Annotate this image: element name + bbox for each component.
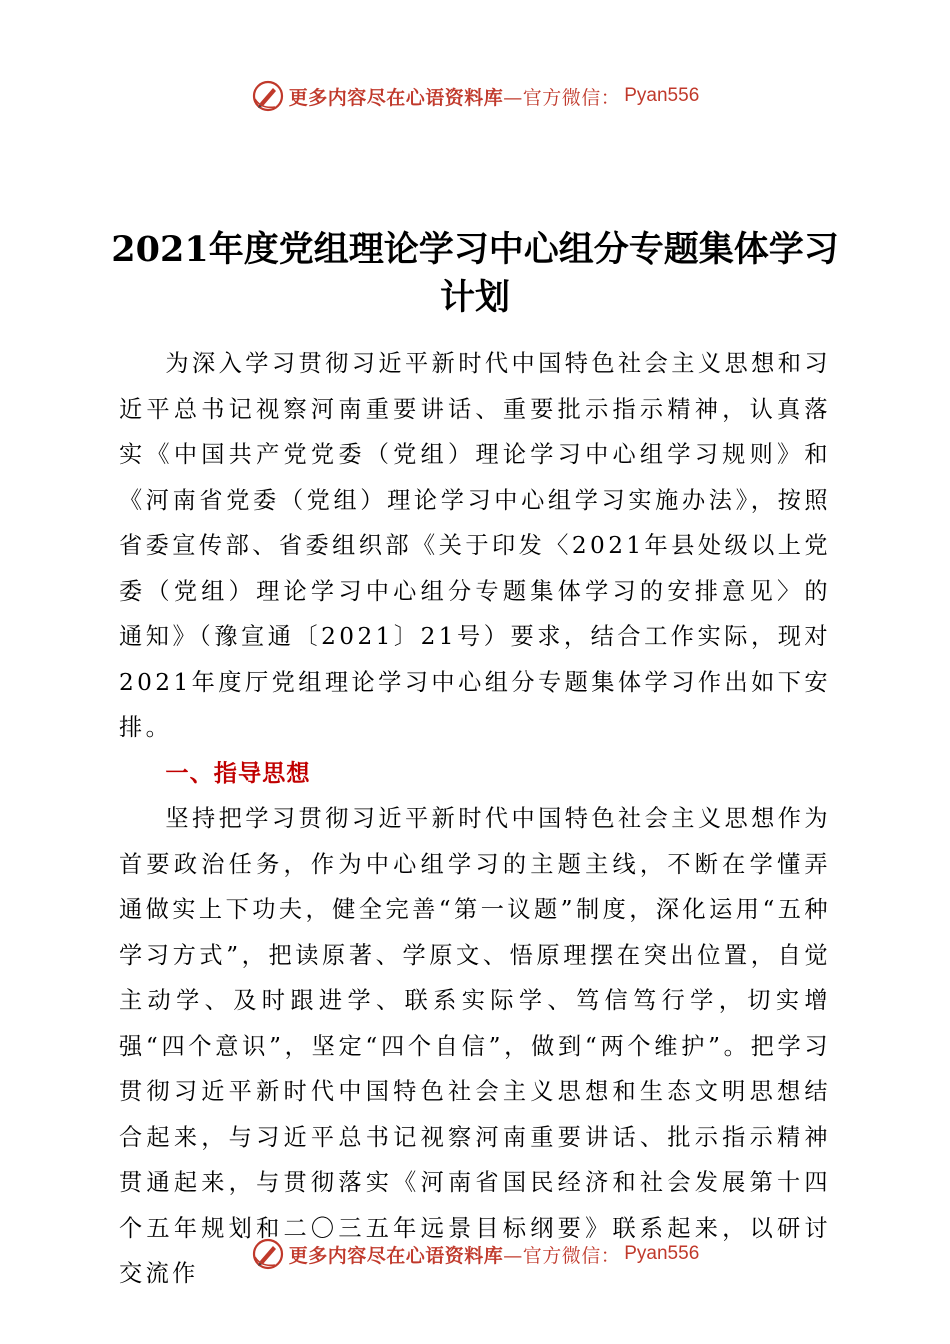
watermark-wechat-label: —官方微信： (503, 86, 621, 109)
section-paragraph: 坚持把学习贯彻习近平新时代中国特色社会主义思想作为首要政治任务，作为中心组学习的主题主线，不断在学懂弄通做实上下功夫，健全完善“第一议题”制度，深化运用“五种学习方式”，把读原著、学原文、悟原理摆在突出位置，自觉主动学、及时跟进学、联系实际学、笃信笃行学，切实增强“四个意识”，坚定“四个自信”，做到“两个维护”。把学习贯彻习近平新时代中国特色社会主义思想和生态文明思想结合起来，与习近平总书记视察河南重要讲话、批示指示精神贯通起来，与贯彻落实《河南省国民经济和社会发展第十四个五年规划和二〇三五年远景目标纲要》联系起来，以研讨交流作 (119, 805, 831, 1287)
document-title: 2021年度党组理论学习中心组分专题集体学习计划 (111, 229, 839, 318)
pen-logo-icon (251, 79, 285, 113)
watermark-wechat-label: —官方微信： (503, 1244, 621, 1267)
watermark-text: 更多内容尽在心语资料库 (288, 1244, 504, 1267)
section-heading-guiding-ideology: 一、指导思想 (165, 759, 311, 787)
watermark-wechat-id: Pyan556 (624, 85, 700, 106)
header-watermark (0, 76, 950, 116)
watermark-wechat-id: Pyan556 (624, 1243, 700, 1264)
footer-watermark (0, 1234, 950, 1274)
intro-paragraph: 为深入学习贯彻习近平新时代中国特色社会主义思想和习近平总书记视察河南重要讲话、重要批示指示精神，认真落实《中国共产党党委（党组）理论学习中心组学习规则》和《河南省党委（党组）理论学习中心组学习实施办法》，按照省委宣传部、省委组织部《关于印发〈2021年县处级以上党委（党组）理论学习中心组分专题集体学习的安排意见〉的通知》（豫宣通〔2021〕21号）要求，结合工作实际，现对2021年度厅党组理论学习中心组分专题集体学习作出如下安排。 (119, 350, 831, 741)
document-body (119, 341, 831, 1297)
pen-logo-icon (251, 1237, 285, 1271)
watermark-text: 更多内容尽在心语资料库 (288, 86, 504, 109)
